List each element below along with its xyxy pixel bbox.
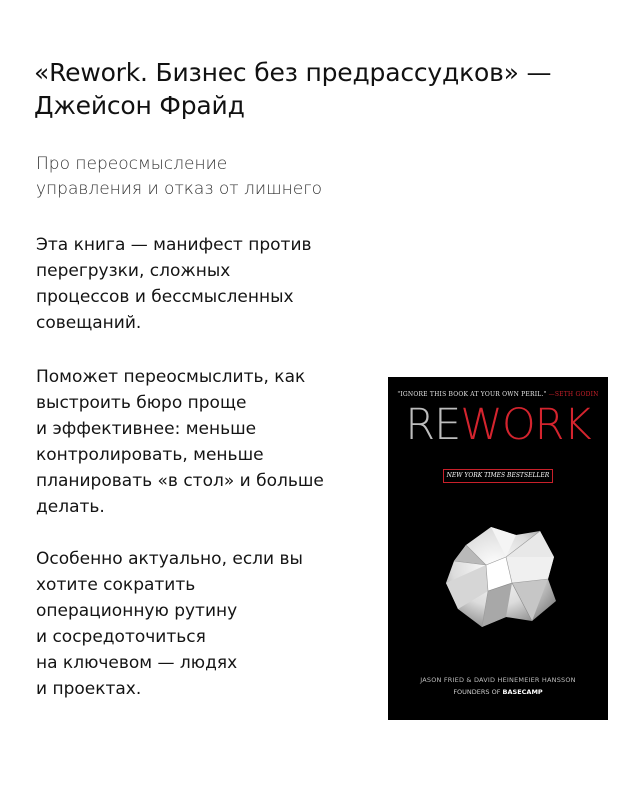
paragraph-line: Поможет переосмыслить, как (36, 367, 306, 387)
paragraph-line: процессов и бессмысленных (36, 287, 294, 307)
page-title-line-1: «Rework. Бизнес без предрассудков» — (34, 58, 552, 87)
paragraph-benefits (36, 364, 366, 520)
paragraph-line: на ключевом — людях (36, 653, 238, 673)
cover-title (388, 399, 608, 451)
paragraph-line: выстроить бюро проще (36, 393, 247, 413)
cover-founders-prefix: FOUNDERS OF (453, 688, 501, 696)
crumpled-paper-icon (436, 517, 566, 632)
page-title-line-2: Джейсон Фрайд (34, 91, 245, 120)
paragraph-line: делать. (36, 497, 105, 517)
cover-authors: JASON FRIED & DAVID HEINEMEIER HANSSON (420, 676, 576, 684)
cover-founders (388, 688, 608, 696)
cover-brand: BASECAMP (502, 688, 543, 696)
paragraph-line: и эффективнее: меньше (36, 419, 257, 439)
bestseller-badge: NEW YORK TIMES BESTSELLER (443, 469, 553, 483)
paragraph-line: перегрузки, сложных (36, 261, 231, 281)
book-cover-image (388, 377, 608, 720)
paragraph-line: операционную рутину (36, 601, 238, 621)
paragraph-line: и проектах. (36, 679, 142, 699)
paragraph-line: Эта книга — манифест против (36, 235, 312, 255)
paragraph-manifesto (36, 232, 366, 336)
paragraph-line: контролировать, меньше (36, 445, 264, 465)
cover-quote (388, 391, 608, 398)
paragraph-line: планировать «в стол» и больше (36, 471, 324, 491)
paragraph-line: и сосредоточиться (36, 627, 206, 647)
paragraph-relevance (36, 546, 366, 702)
page-title (34, 56, 594, 122)
paragraph-line: совещаний. (36, 313, 142, 333)
cover-quote-text: "IGNORE THIS BOOK AT YOUR OWN PERIL." (397, 391, 547, 398)
subtitle-line-1: Про переосмысление (36, 154, 228, 174)
page-subtitle (36, 152, 356, 202)
paragraph-line: хотите сократить (36, 575, 196, 595)
cover-title-part-2: WORK (460, 400, 591, 450)
cover-title-part-1: RE (405, 400, 461, 450)
paragraph-line: Особенно актуально, если вы (36, 549, 303, 569)
subtitle-line-2: управления и отказ от лишнего (36, 179, 322, 199)
cover-quote-attribution: —SETH GODIN (548, 391, 599, 398)
